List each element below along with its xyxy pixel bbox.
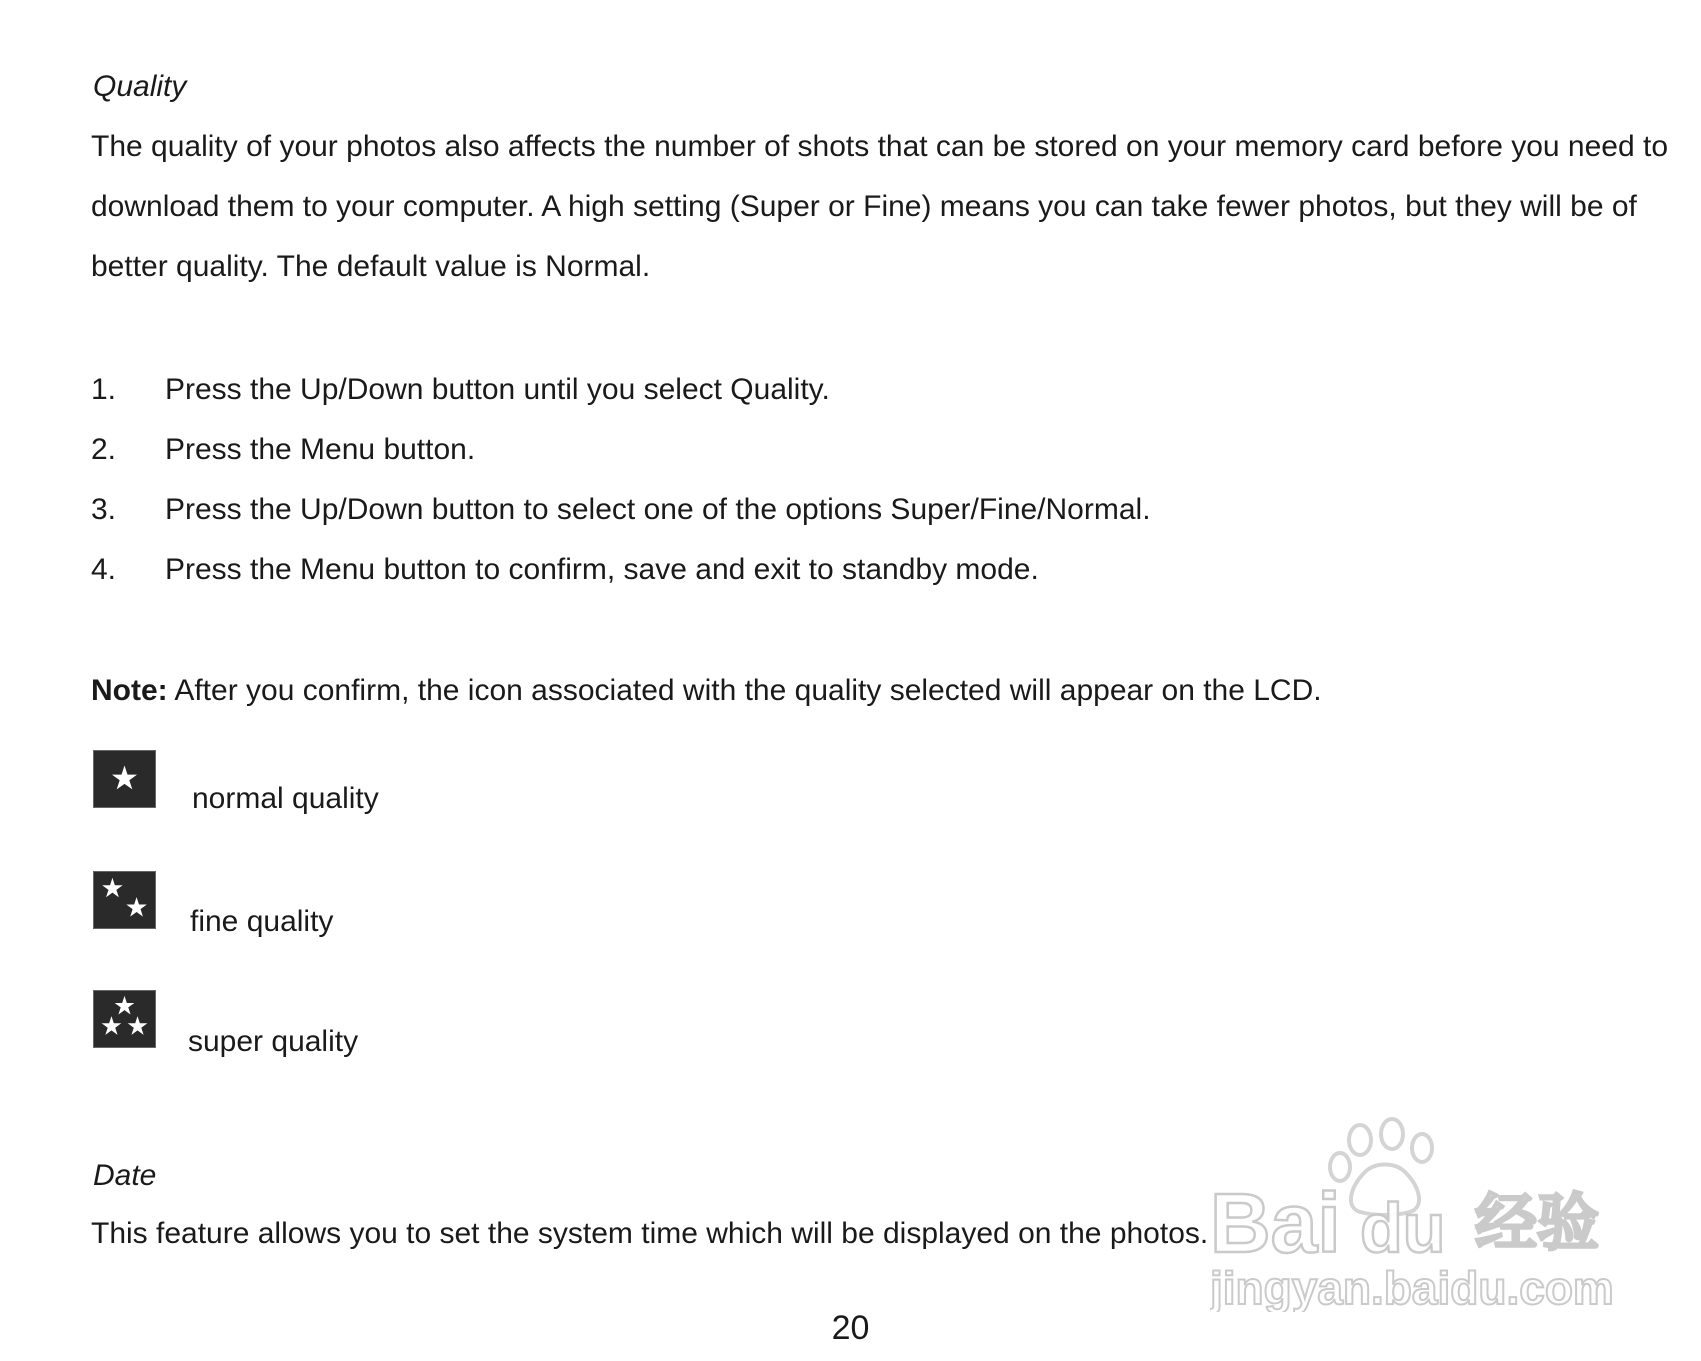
fine-quality-label: fine quality: [190, 905, 334, 938]
svg-text:Bai: Bai: [1210, 1176, 1341, 1270]
step-text: Press the Up/Down button until you select Quality.: [165, 373, 830, 406]
normal-quality-label: normal quality: [192, 782, 379, 815]
quality-paragraph: The quality of your photos also affects the number of shots that can be stored on your memory card before you need to download them to your computer. A high setting (Super or Fine) means you can take fewer photos, but they will be of better quality. The default value is Normal.: [91, 130, 1669, 283]
step-number: 4.: [91, 553, 117, 586]
step-text: Press the Up/Down button to select one of the options Super/Fine/Normal.: [165, 493, 1151, 526]
super-quality-label: super quality: [188, 1025, 359, 1058]
two-star-icon: [93, 871, 156, 929]
baidu-watermark-logo: [1210, 1112, 1630, 1312]
step-number: 2.: [91, 433, 117, 466]
svg-text:du: du: [1360, 1189, 1446, 1267]
step-text: Press the Menu button.: [165, 433, 476, 466]
svg-text:jingyan.baidu.com: jingyan.baidu.com: [1210, 1262, 1614, 1312]
quality-heading: Quality: [93, 70, 187, 103]
step-number: 1.: [91, 373, 117, 406]
note-text: After you confirm, the icon associated with the quality selected will appear on the LCD.: [167, 674, 1322, 707]
note-label: Note:: [91, 674, 168, 707]
step-number: 3.: [91, 493, 117, 526]
three-star-icon: [93, 990, 156, 1048]
note: [91, 673, 1322, 709]
step-item: [91, 492, 1151, 528]
one-star-icon: [93, 750, 156, 808]
step-item: [91, 552, 1039, 588]
svg-text:经验: 经验: [1475, 1186, 1600, 1259]
date-paragraph: This feature allows you to set the system time which will be displayed on the photos.: [91, 1217, 1209, 1250]
step-item: [91, 432, 475, 468]
step-text: Press the Menu button to confirm, save and exit to standby mode.: [165, 553, 1039, 586]
page-number: 20: [831, 1309, 870, 1347]
step-item: [91, 372, 830, 408]
date-heading: Date: [93, 1159, 157, 1192]
